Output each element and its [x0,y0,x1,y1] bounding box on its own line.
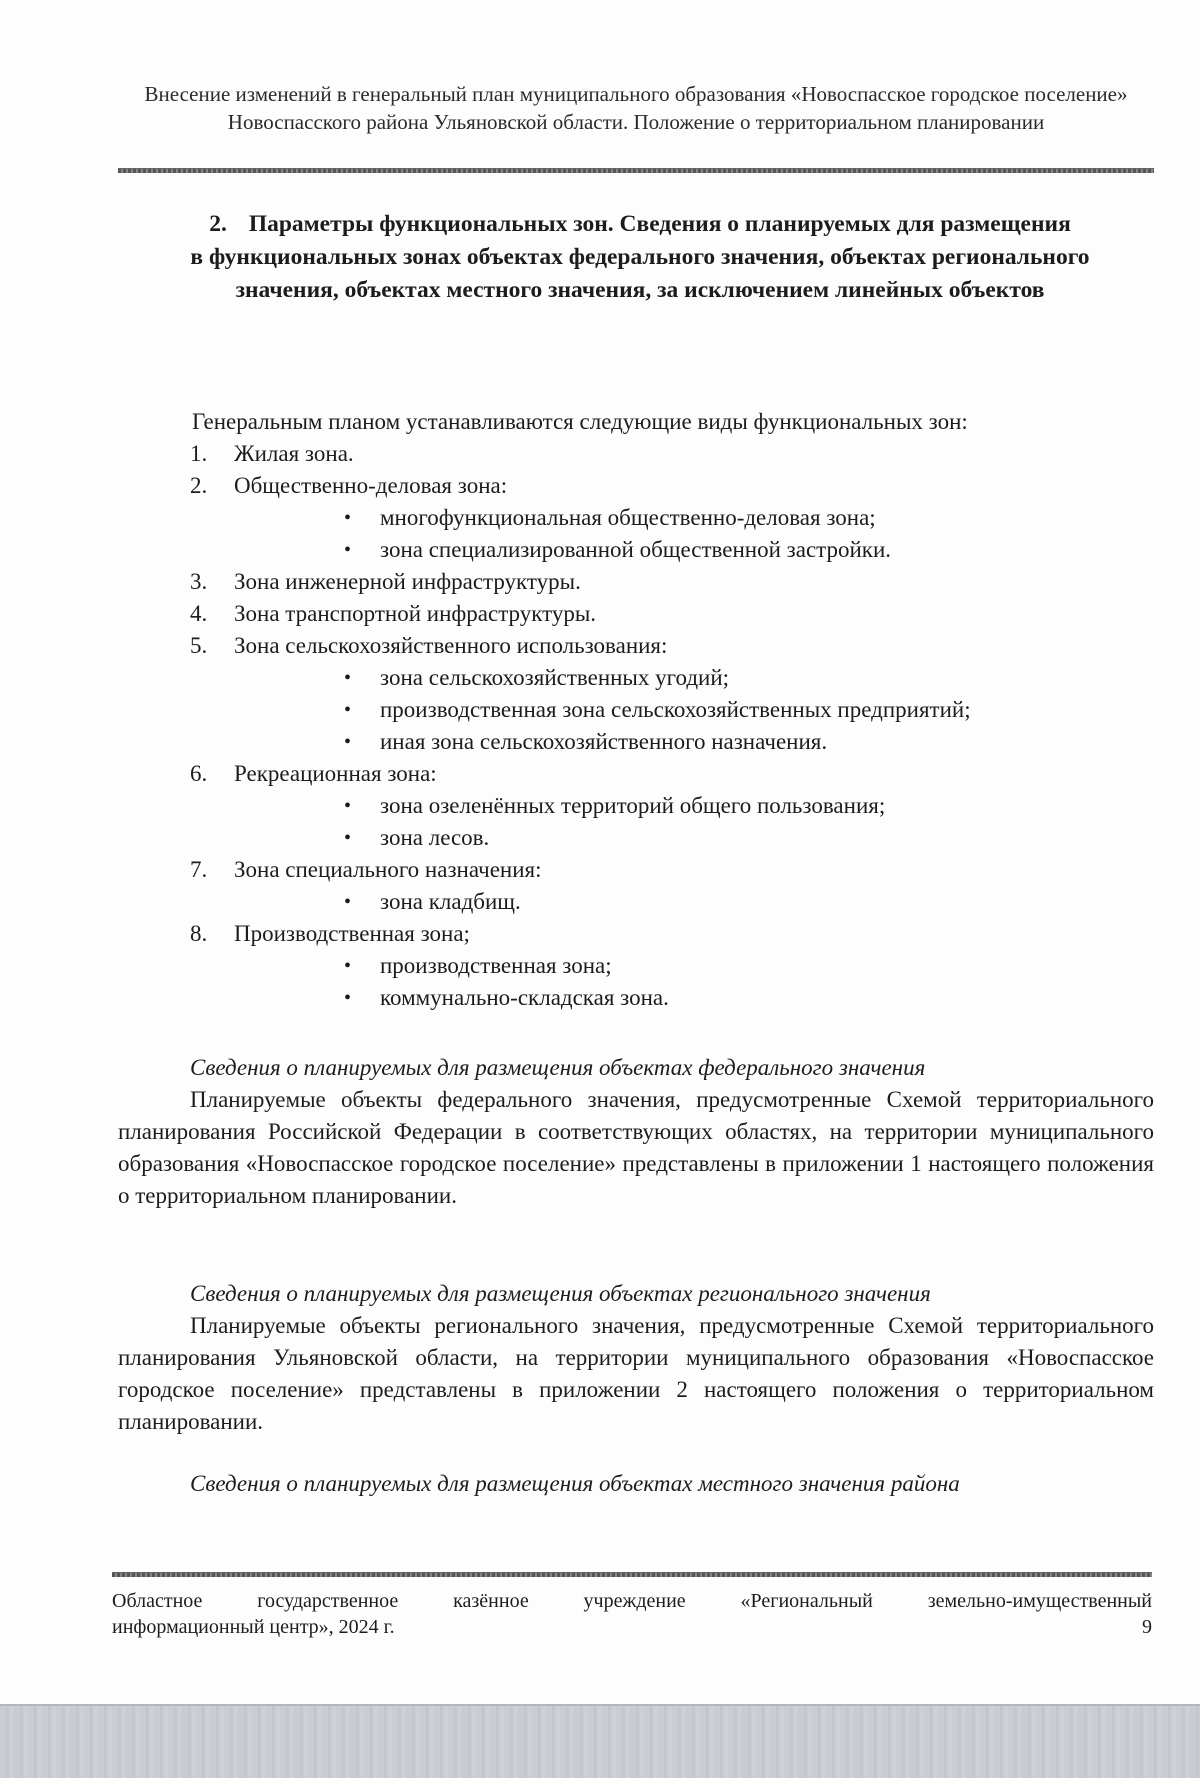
bullet-icon: • [344,827,352,849]
zone-label: Жилая зона. [234,441,354,466]
subzone-list [234,662,1150,758]
subzone-label: зона лесов. [380,825,490,850]
subzone-label: зона специализированной общественной застройки. [380,537,892,562]
section-title-line1: Параметры функциональных зон. Сведения о планируемых для размещения [248,211,1071,237]
zone-label: Общественно-деловая зона: [234,473,508,498]
zone-number: 7. [190,857,208,882]
subzone-item [234,726,1150,758]
local-objects-block [118,1468,1154,1500]
zone-label: Зона сельскохозяйственного использования: [234,633,668,658]
page-number: 9 [1142,1616,1152,1638]
zone-item [190,630,1150,758]
zone-number: 1. [190,441,208,466]
zone-label: Производственная зона; [234,921,470,946]
subzone-list [234,790,1150,854]
federal-heading: Сведения о планируемых для размещения объектах федерального значения [190,1055,926,1080]
zone-label: Зона инженерной инфраструктуры. [234,569,581,594]
bullet-icon: • [344,891,352,913]
bullet-icon: • [344,987,352,1009]
federal-body-tail: о территориальном планировании. [118,1183,457,1208]
zone-number: 4. [190,601,208,626]
subzone-item [234,694,1150,726]
zone-item [190,566,1150,598]
subzone-label: производственная зона сельскохозяйственных предприятий; [380,697,971,722]
bullet-icon: • [344,507,352,529]
subzone-label: иная зона сельскохозяйственного назначения. [380,729,828,754]
zone-number: 8. [190,921,208,946]
local-heading: Сведения о планируемых для размещения объектах местного значения района [190,1471,960,1496]
subzone-label: зона озеленённых территорий общего пользования; [380,793,886,818]
subzone-label: зона сельскохозяйственных угодий; [380,665,730,690]
zone-item [190,438,1150,470]
subzone-list [234,886,1150,918]
subzone-label: производственная зона; [380,953,612,978]
zone-number: 6. [190,761,208,786]
subzone-label: многофункциональная общественно-деловая зона; [380,505,876,530]
section-number: 2. [209,211,227,237]
bullet-icon: • [344,539,352,561]
subzone-item [234,886,1150,918]
page-header: Внесение изменений в генеральный план муниципального образования «Новоспасское городское поселение» Новоспасского района Ульяновской области. Положение о территориальном планировании [144,82,1128,134]
subzone-item [234,822,1150,854]
zone-label: Зона транспортной инфраструктуры. [234,601,597,626]
regional-body: Планируемые объекты регионального значения, предусмотренные Схемой территориального планирования Ульяновской области, на территории муниципального образования «Новоспасское городское поселение» представлены в приложении 2 настоящего положения о территориальном планировании. [118,1313,1154,1434]
section-title-line2: в функциональных зонах объектах федерального значения, объектах регионального значения, объектах местного значения, за исключением линейных объектов [190,244,1090,303]
bullet-icon: • [344,699,352,721]
federal-body: Планируемые объекты федерального значения, предусмотренные Схемой территориального планирования Российской Федерации в соответствующих областях, на территории муниципального образования «Новоспасское городское поселение» представлены в приложении 1 настоящего положения [118,1087,1154,1176]
subzone-item [234,982,1150,1014]
bullet-icon: • [344,731,352,753]
subzone-item [234,662,1150,694]
footer-divider [112,1572,1152,1577]
zone-label: Рекреационная зона: [234,761,437,786]
page-footer [112,1588,1152,1640]
zone-number: 3. [190,569,208,594]
subzone-list [234,950,1150,1014]
bullet-icon: • [344,955,352,977]
subzone-item [234,534,1150,566]
header-divider [118,168,1154,173]
zone-number: 2. [190,473,208,498]
zone-item [190,854,1150,918]
subzone-item [234,950,1150,982]
bullet-icon: • [344,795,352,817]
regional-heading: Сведения о планируемых для размещения объектах регионального значения [190,1281,931,1306]
bullet-icon: • [344,667,352,689]
zone-number: 5. [190,633,208,658]
section-title [180,208,1100,307]
zone-label: Зона специального назначения: [234,857,542,882]
zone-item [190,470,1150,566]
subzone-item [234,790,1150,822]
zones-list [190,438,1150,1014]
zone-item [190,758,1150,854]
zone-item [190,918,1150,1014]
zones-intro: Генеральным планом устанавливаются следующие виды функциональных зон: [192,409,968,434]
footer-organization: Областное государственное казённое учреждение «Региональный земельно-имущественный [112,1590,1152,1612]
subzone-item [234,502,1150,534]
federal-objects-block [118,1052,1154,1212]
subzone-label: зона кладбищ. [380,889,521,914]
subzone-label: коммунально-складская зона. [380,985,669,1010]
footer-organization-cont: информационный центр», 2024 г. [112,1616,395,1638]
regional-objects-block [118,1278,1154,1438]
scan-edge-band [0,1704,1200,1778]
subzone-list [234,502,1150,566]
zone-item [190,598,1150,630]
